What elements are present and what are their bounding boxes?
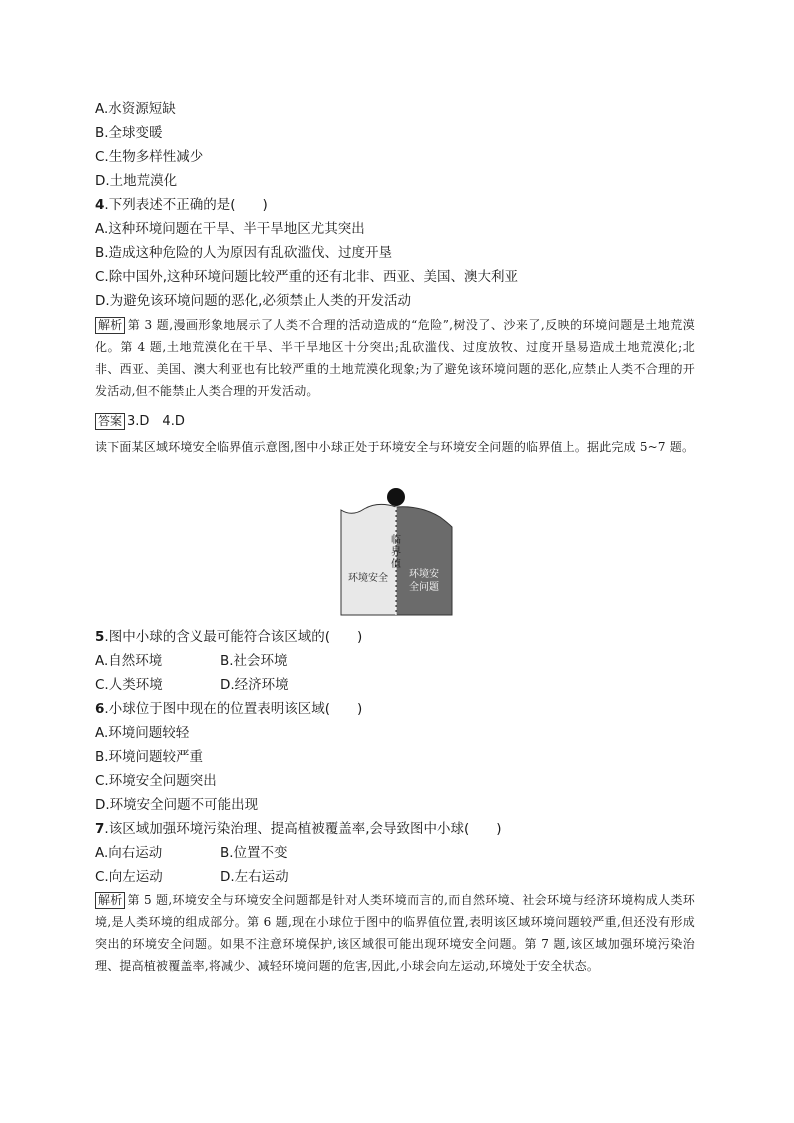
- explanation-tag: 解析: [95, 317, 125, 334]
- question-7-text: .该区域加强环境污染治理、提高植被覆盖率,会导致图中小球( ): [104, 821, 502, 837]
- option-c-q4: C.除中国外,这种环境问题比较严重的还有北非、西亚、美国、澳大利亚: [95, 269, 519, 285]
- question-4-stem: [95, 196, 268, 214]
- option-d-q7: D.左右运动: [220, 869, 289, 885]
- explanation-q3-q4: [95, 314, 695, 402]
- answer-text: 3.D 4.D: [127, 414, 185, 429]
- question-7-stem: [95, 820, 502, 838]
- option-c-q7: C.向左运动: [95, 869, 163, 885]
- answer-q3-q4: [95, 413, 185, 431]
- critical-label-2: 界: [391, 547, 401, 558]
- option-b-q4: B.造成这种危险的人为原因有乱砍滥伐、过度开垦: [95, 245, 393, 261]
- question-6-text: .小球位于图中现在的位置表明该区域( ): [104, 701, 363, 717]
- critical-label-3: 值: [391, 559, 401, 570]
- ball: [387, 488, 405, 506]
- option-a-q6: A.环境问题较轻: [95, 725, 190, 741]
- option-d-q5: D.经济环境: [220, 677, 289, 693]
- problem-region: [396, 507, 452, 615]
- question-5-number: 5: [95, 629, 105, 645]
- critical-value-diagram: [340, 487, 453, 617]
- critical-label-1: 临: [391, 535, 401, 546]
- safe-region: [341, 504, 396, 615]
- option-d-q6: D.环境安全问题不可能出现: [95, 797, 259, 813]
- explanation-tag-2: 解析: [95, 892, 125, 909]
- option-a-q4: A.这种环境问题在干旱、半干旱地区尤其突出: [95, 221, 365, 237]
- question-6-stem: [95, 700, 362, 718]
- option-a-q5: A.自然环境: [95, 653, 163, 669]
- option-b-q5: B.社会环境: [220, 653, 288, 669]
- option-a-q3: A.水资源短缺: [95, 101, 176, 117]
- question-4-number: 4: [95, 197, 105, 213]
- safe-label: 环境安全: [348, 573, 388, 584]
- question-7-number: 7: [95, 821, 105, 837]
- question-5-stem: [95, 628, 362, 646]
- option-a-q7: A.向右运动: [95, 845, 163, 861]
- option-c-q3: C.生物多样性减少: [95, 149, 204, 165]
- problem-label-2: 全问题: [409, 582, 439, 593]
- question-5-text: .图中小球的含义最可能符合该区域的( ): [104, 629, 363, 645]
- explanation-text: 第 3 题,漫画形象地展示了人类不合理的活动造成的“危险”,树没了、沙来了,反映的环境问题是土地荒漠化。第 4 题,土地荒漠化在干旱、半干旱地区十分突出;乱砍滥伐、过度放牧、过度开垦易造成土地荒漠化;北非、西亚、美国、澳大利亚也有比较严重的土地荒漠化现象;为了避免该环境问题的恶化,应禁止人类不合理的开发活动,但不能禁止人类合理的开发活动。: [95, 318, 695, 398]
- option-c-q5: C.人类环境: [95, 677, 163, 693]
- option-b-q7: B.位置不变: [220, 845, 288, 861]
- option-d-q3: D.土地荒漠化: [95, 173, 178, 189]
- question-6-number: 6: [95, 701, 105, 717]
- question-4-text: .下列表述不正确的是( ): [104, 197, 268, 213]
- answer-tag: 答案: [95, 413, 125, 430]
- explanation-text-2: 第 5 题,环境安全与环境安全问题都是针对人类环境而言的,而自然环境、社会环境与经济环境构成人类环境,是人类环境的组成部分。第 6 题,现在小球位于图中的临界值位置,表明该区域环境问题较严重,但还没有形成突出的环境安全问题。如果不注意环境保护,该区域很可能出现环境安全问题。第 7 题,该区域加强环境污染治理、提高植被覆盖率,将减少、减轻环境问题的危害,因此,小球会向左运动,环境处于安全状态。: [95, 893, 695, 973]
- option-b-q3: B.全球变暖: [95, 125, 163, 141]
- problem-label-1: 环境安: [409, 569, 439, 580]
- reading-intro: 读下面某区域环境安全临界值示意图,图中小球正处于环境安全与环境安全问题的临界值上。据此完成 5~7 题。: [95, 440, 695, 454]
- explanation-q5-q7: [95, 889, 695, 977]
- option-d-q4: D.为避免该环境问题的恶化,必须禁止人类的开发活动: [95, 293, 411, 309]
- option-b-q6: B.环境问题较严重: [95, 749, 204, 765]
- option-c-q6: C.环境安全问题突出: [95, 773, 217, 789]
